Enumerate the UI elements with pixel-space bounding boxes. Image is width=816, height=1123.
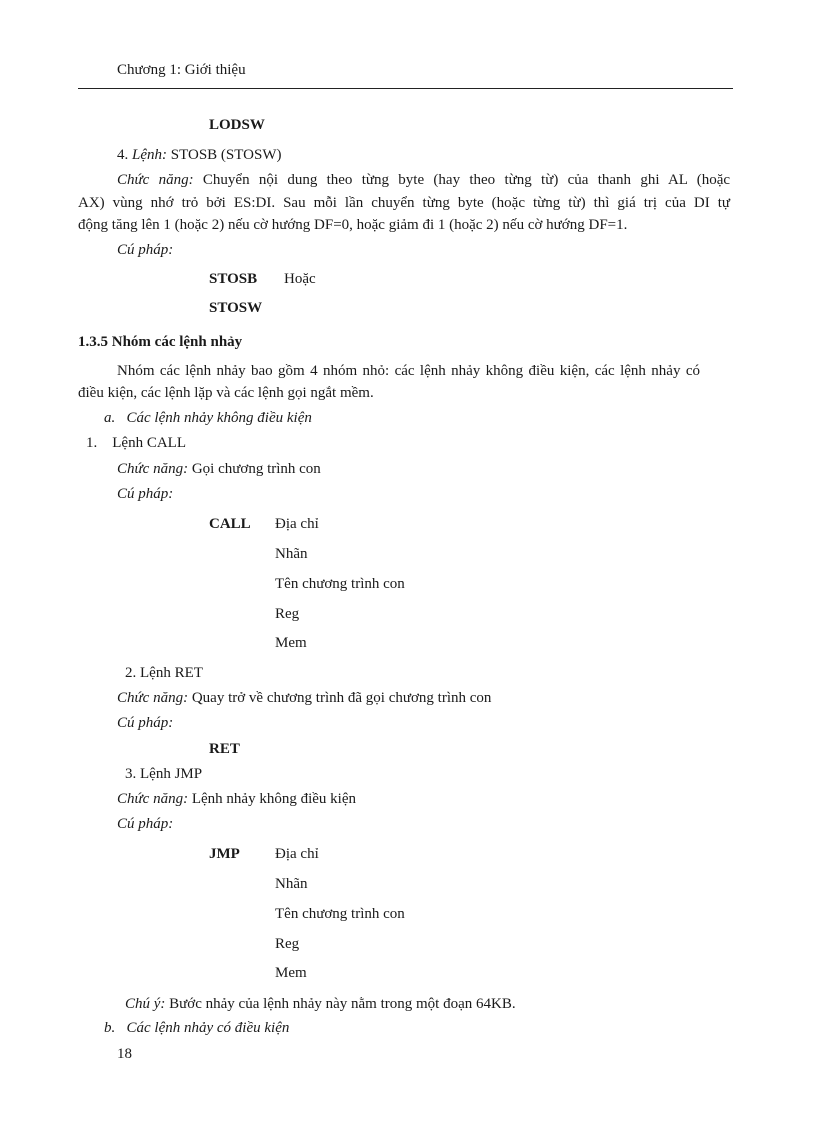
item4-number: 4.: [117, 147, 129, 163]
jmp-function-value: Lệnh nhảy không điều kiện: [191, 791, 356, 807]
ret-keyword: RET: [209, 741, 240, 757]
item4-lenh-value: STOSB (STOSW): [170, 147, 282, 163]
call-function: [117, 460, 321, 478]
call-operand: Mem: [275, 635, 307, 651]
stosw-keyword: STOSW: [209, 300, 263, 316]
jmp-note-label: Chú ý:: [125, 996, 166, 1012]
item4-function-text1: Chuyển nội dung theo từng byte (hay theo từng từ) của thanh ghi AL (hoặc: [202, 172, 731, 188]
call-heading: [86, 434, 186, 452]
lodsw-keyword: LODSW: [209, 117, 265, 133]
item4-function-label: Chức năng:: [117, 172, 194, 188]
subsection-b: [104, 1019, 289, 1037]
jmp-function-label: Chức năng:: [117, 791, 189, 807]
jmp-operand: Nhãn: [275, 876, 308, 892]
ret-syntax-label: Cú pháp:: [117, 715, 174, 731]
jmp-keyword: JMP: [209, 846, 240, 862]
item4-function-line1: [117, 171, 730, 189]
hoac-text: Hoặc: [284, 271, 316, 287]
call-function-label: Chức năng:: [117, 461, 189, 477]
call-keyword: CALL: [209, 516, 251, 532]
ret-function-label: Chức năng:: [117, 690, 189, 706]
jmp-operand: Tên chương trình con: [275, 906, 405, 922]
jmp-operand: Địa chỉ: [275, 846, 319, 862]
header-rule: [78, 88, 733, 89]
ret-function-value: Quay trở về chương trình đã gọi chương trình con: [191, 690, 492, 706]
page-header-title: Chương 1: Giới thiệu: [117, 62, 246, 78]
section-intro-line2: điều kiện, các lệnh lặp và các lệnh gọi ngắt mềm.: [78, 385, 374, 401]
jmp-function: [117, 790, 356, 808]
item4-heading: [117, 146, 281, 164]
subsection-b-text: Các lệnh nhảy có điều kiện: [126, 1020, 290, 1036]
ret-heading: 2. Lệnh RET: [125, 665, 203, 681]
call-operand: Reg: [275, 606, 300, 622]
call-number: 1.: [86, 435, 98, 451]
jmp-operand: Reg: [275, 936, 300, 952]
subsection-b-marker: b.: [104, 1020, 116, 1036]
call-title: Lệnh CALL: [112, 435, 186, 451]
subsection-a-text: Các lệnh nhảy không điều kiện: [126, 410, 312, 426]
call-operand: Địa chỉ: [275, 516, 319, 532]
call-function-value: Gọi chương trình con: [191, 461, 321, 477]
call-syntax-label: Cú pháp:: [117, 486, 174, 502]
call-operand: Tên chương trình con: [275, 576, 405, 592]
section-intro-line1: Nhóm các lệnh nhảy bao gồm 4 nhóm nhỏ: các lệnh nhảy không điều kiện, các lệnh nhảy có: [117, 363, 700, 379]
jmp-syntax-label: Cú pháp:: [117, 816, 174, 832]
jmp-note: [125, 995, 516, 1013]
call-operand: Nhãn: [275, 546, 308, 562]
jmp-operand: Mem: [275, 965, 307, 981]
subsection-a-marker: a.: [104, 410, 116, 426]
section-heading: 1.3.5 Nhóm các lệnh nhảy: [78, 334, 243, 350]
item4-lenh-label: Lệnh:: [132, 147, 167, 163]
item4-function-line3: động tăng lên 1 (hoặc 2) nếu cờ hướng DF=0, hoặc giảm đi 1 (hoặc 2) nếu cờ hướng DF=1.: [78, 217, 628, 233]
item4-syntax-label: Cú pháp:: [117, 242, 174, 258]
ret-function: [117, 689, 491, 707]
stosb-keyword: STOSB: [209, 271, 258, 287]
jmp-heading: 3. Lệnh JMP: [125, 766, 203, 782]
item4-function-line2: AX) vùng nhớ trỏ bởi ES:DI. Sau mỗi lần chuyển từng byte (hoặc từng từ) thì giá trị của DI tự: [78, 195, 730, 211]
jmp-note-value: Bước nhảy của lệnh nhảy này nằm trong một đoạn 64KB.: [169, 996, 516, 1012]
subsection-a: [104, 409, 312, 427]
page-number: 18: [117, 1046, 132, 1062]
